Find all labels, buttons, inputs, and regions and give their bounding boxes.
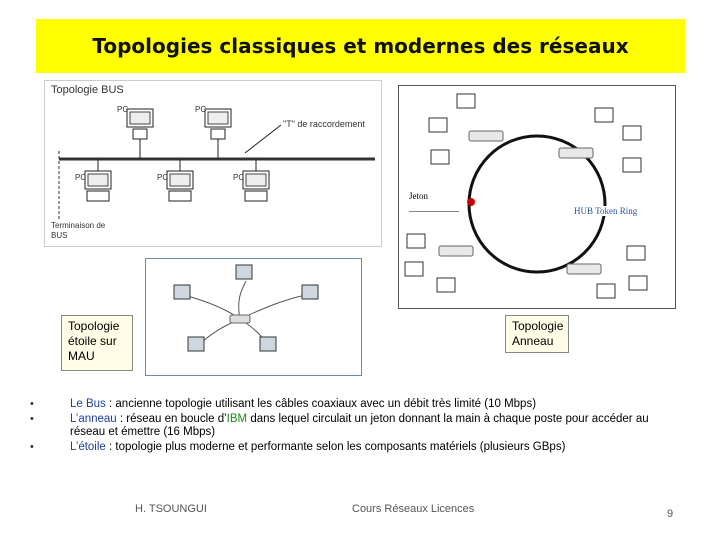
- page-number: 9: [667, 508, 674, 520]
- bullet-marker: •: [30, 398, 34, 410]
- slide-title: Topologies classiques et modernes des réseaux: [92, 34, 629, 58]
- ring-topology-caption: Topologie Anneau: [505, 315, 569, 353]
- bullet-star: [30, 441, 680, 454]
- pc-label: PC: [233, 173, 245, 182]
- bullet-bus: [30, 398, 680, 411]
- token-marker: [467, 198, 475, 206]
- ring-topology-diagram: [398, 85, 676, 309]
- bullet-marker: •: [30, 441, 34, 453]
- pc-icon: [243, 159, 269, 201]
- pc-icon: [127, 109, 153, 159]
- bullet-text: : ancienne topologie utilisant les câbles coaxiaux avec un débit très limité (10 Mbps): [105, 398, 537, 410]
- bus-topology-title: Topologie BUS: [51, 84, 124, 96]
- bullet-ring: [30, 413, 680, 439]
- pc-icon: [85, 159, 111, 201]
- bullet-text: : topologie plus moderne et performante selon les composants matériels (plusieurs GBps): [105, 441, 566, 453]
- pc-icon: [167, 159, 193, 201]
- bullet-key: Le Bus: [70, 398, 106, 410]
- mau-hub: [230, 315, 250, 323]
- pc-label: PC: [157, 173, 169, 182]
- star-topology-drawing: [146, 259, 361, 375]
- footer-course: Cours Réseaux Licences: [352, 503, 475, 515]
- bullet-key: L’étoile: [70, 441, 106, 453]
- title-bar: [36, 19, 685, 73]
- bullet-key: L’anneau: [70, 413, 117, 425]
- bullet-marker: •: [30, 413, 34, 425]
- star-topology-diagram: [145, 258, 362, 376]
- pc-label: PC: [195, 105, 207, 114]
- token-label-text: Jeton: [409, 191, 428, 201]
- bus-terminator-label: Terminaison de BUS: [51, 221, 106, 240]
- pc-label: PC: [117, 105, 129, 114]
- footer-author: H. TSOUNGUI: [135, 503, 207, 515]
- t-connector-label: "T" de raccordement: [283, 119, 365, 129]
- bullet-text: : réseau en boucle d’: [116, 413, 227, 425]
- bus-topology-diagram: [44, 80, 382, 247]
- pc-icon: [205, 109, 231, 159]
- bullet-text: dans lequel circulait un jeton donnant la main à chaque poste pour accéder au réseau et émettre (16 Mbps): [70, 413, 649, 438]
- token-label: [409, 191, 459, 212]
- bullet-list: [30, 398, 680, 456]
- pc-label: PC: [75, 173, 87, 182]
- hub-token-ring-label: HUB Token Ring: [574, 206, 674, 216]
- ibm-brand: IBM: [226, 413, 248, 425]
- star-topology-caption: Topologie étoile sur MAU: [61, 315, 133, 371]
